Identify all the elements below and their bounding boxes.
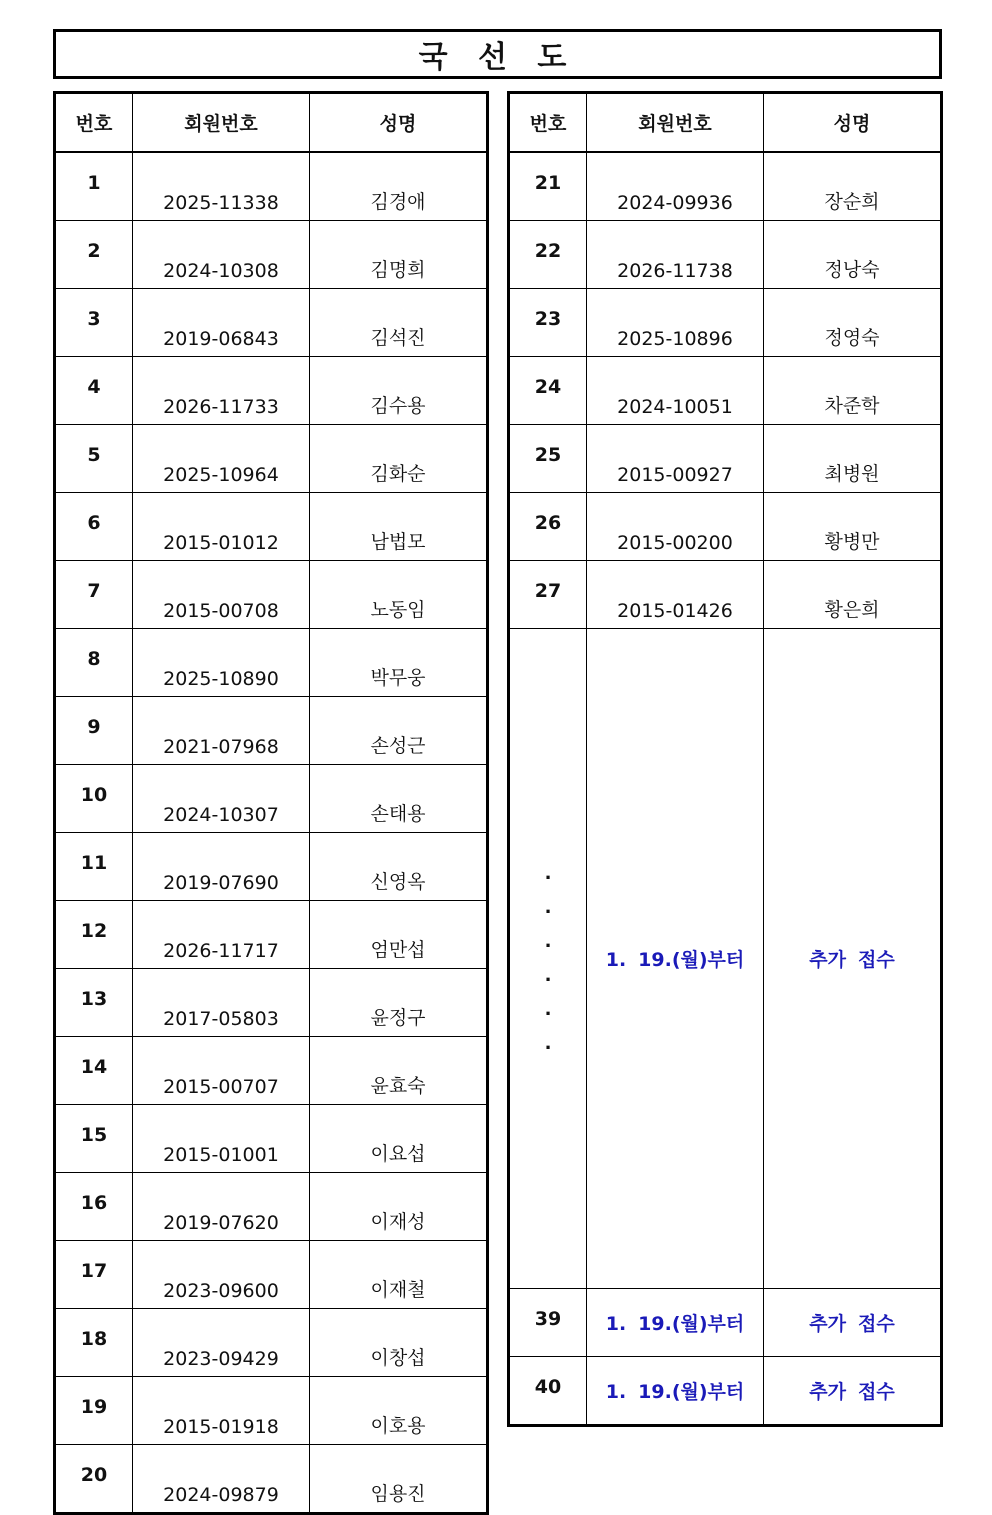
member-id: 2025-10890 (133, 629, 310, 697)
header-row (509, 93, 942, 153)
date-rest: 19.(월)부터 (638, 949, 745, 971)
row-number: 39 (509, 1289, 587, 1357)
row-number: 26 (509, 493, 587, 561)
member-name: 김석진 (310, 289, 488, 357)
member-id: 2026-11733 (133, 357, 310, 425)
table-row (509, 357, 942, 425)
member-id: 2015-01012 (133, 493, 310, 561)
table-row (55, 425, 488, 493)
table-row (55, 1309, 488, 1377)
date-day: 1. (605, 1313, 627, 1335)
member-name: 이재철 (310, 1241, 488, 1309)
member-name: 김수용 (310, 357, 488, 425)
member-id: 2015-01426 (587, 561, 764, 629)
table-row (55, 1173, 488, 1241)
member-id: 2015-01918 (133, 1377, 310, 1445)
member-name: 정영숙 (764, 289, 942, 357)
ellipsis-dot: . (544, 930, 552, 952)
member-name: 장순희 (764, 152, 942, 221)
table-row (55, 697, 488, 765)
member-table-left (53, 91, 489, 1515)
row-number: 14 (55, 1037, 133, 1105)
member-id: 2024-10051 (587, 357, 764, 425)
table-row (509, 289, 942, 357)
row-number: 1 (55, 152, 133, 221)
table-row (55, 765, 488, 833)
row-number: 10 (55, 765, 133, 833)
notice-date (587, 1289, 764, 1357)
member-name: 신영옥 (310, 833, 488, 901)
member-name: 손성근 (310, 697, 488, 765)
member-name: 임용진 (310, 1445, 488, 1514)
table-row (509, 1357, 942, 1426)
table-row (55, 1241, 488, 1309)
member-id: 2024-09936 (587, 152, 764, 221)
member-id: 2026-11717 (133, 901, 310, 969)
table-row (55, 561, 488, 629)
table-row (509, 561, 942, 629)
row-number: 23 (509, 289, 587, 357)
notice-word-accept: 접수 (858, 1381, 895, 1403)
member-name: 남법모 (310, 493, 488, 561)
member-name: 김경애 (310, 152, 488, 221)
member-id: 2025-11338 (133, 152, 310, 221)
member-id: 2015-00708 (133, 561, 310, 629)
row-number: 2 (55, 221, 133, 289)
member-name: 윤효숙 (310, 1037, 488, 1105)
table-row (55, 289, 488, 357)
row-number: 3 (55, 289, 133, 357)
row-number: 15 (55, 1105, 133, 1173)
date-rest: 19.(월)부터 (638, 1313, 745, 1335)
ellipsis-dot: . (544, 862, 552, 884)
member-name: 이창섭 (310, 1309, 488, 1377)
member-name: 박무웅 (310, 629, 488, 697)
table-row (509, 493, 942, 561)
table-row (55, 152, 488, 221)
notice-word-add: 추가 (809, 1381, 846, 1403)
member-name: 윤정구 (310, 969, 488, 1037)
row-number: 27 (509, 561, 587, 629)
member-name: 엄만섭 (310, 901, 488, 969)
date-rest: 19.(월)부터 (638, 1381, 745, 1403)
table-row (55, 1037, 488, 1105)
member-name: 황병만 (764, 493, 942, 561)
member-name: 차준학 (764, 357, 942, 425)
ellipsis-dot: . (544, 1032, 552, 1054)
header-name: 성명 (310, 93, 488, 153)
date-day: 1. (605, 949, 627, 971)
notice-date (587, 1357, 764, 1426)
member-name: 최병원 (764, 425, 942, 493)
member-id: 2023-09600 (133, 1241, 310, 1309)
table-row (55, 493, 488, 561)
member-id: 2015-00707 (133, 1037, 310, 1105)
row-number: 22 (509, 221, 587, 289)
table-row (55, 1445, 488, 1514)
row-number: 19 (55, 1377, 133, 1445)
header-no: 번호 (55, 93, 133, 153)
table-row (509, 1289, 942, 1357)
table-row (509, 221, 942, 289)
row-number: 20 (55, 1445, 133, 1514)
notice-row (509, 629, 942, 689)
ellipsis-dot: . (544, 896, 552, 918)
row-number: 16 (55, 1173, 133, 1241)
row-number: 25 (509, 425, 587, 493)
table-row (55, 629, 488, 697)
notice-text (764, 1357, 942, 1426)
member-name: 황은희 (764, 561, 942, 629)
member-id: 2017-05803 (133, 969, 310, 1037)
notice-word-add: 추가 (809, 1313, 846, 1335)
member-name: 김명희 (310, 221, 488, 289)
row-number: 24 (509, 357, 587, 425)
table-row (509, 152, 942, 221)
notice-word-accept: 접수 (858, 949, 895, 971)
member-name: 김화순 (310, 425, 488, 493)
page-title: 국 선 도 (418, 40, 577, 75)
member-id: 2026-11738 (587, 221, 764, 289)
row-number: 21 (509, 152, 587, 221)
table-row (55, 1105, 488, 1173)
page-title-box (53, 29, 942, 79)
table-row (55, 357, 488, 425)
table-row (55, 969, 488, 1037)
table-row (55, 221, 488, 289)
header-no: 번호 (509, 93, 587, 153)
header-name: 성명 (764, 93, 942, 153)
member-id: 2015-00200 (587, 493, 764, 561)
notice-text (764, 1289, 942, 1357)
member-id: 2015-00927 (587, 425, 764, 493)
table-row (55, 833, 488, 901)
member-name: 노동임 (310, 561, 488, 629)
row-number: 7 (55, 561, 133, 629)
row-number: 40 (509, 1357, 587, 1426)
member-id: 2023-09429 (133, 1309, 310, 1377)
ellipsis-dots (509, 629, 587, 1289)
row-number: 4 (55, 357, 133, 425)
table-row (509, 425, 942, 493)
member-table-right (507, 91, 943, 1427)
notice-date (587, 629, 764, 1289)
table-row (55, 1377, 488, 1445)
header-row (55, 93, 488, 153)
member-id: 2024-09879 (133, 1445, 310, 1514)
member-id: 2024-10307 (133, 765, 310, 833)
notice-word-add: 추가 (809, 949, 846, 971)
row-number: 11 (55, 833, 133, 901)
ellipsis-dot: . (544, 964, 552, 986)
row-number: 5 (55, 425, 133, 493)
member-name: 정낭숙 (764, 221, 942, 289)
member-name: 이재성 (310, 1173, 488, 1241)
member-name: 손태용 (310, 765, 488, 833)
table-row (55, 901, 488, 969)
member-name: 이호용 (310, 1377, 488, 1445)
row-number: 12 (55, 901, 133, 969)
ellipsis-dot: . (544, 998, 552, 1020)
row-number: 9 (55, 697, 133, 765)
row-number: 8 (55, 629, 133, 697)
header-member-id: 회원번호 (133, 93, 310, 153)
member-id: 2024-10308 (133, 221, 310, 289)
member-id: 2021-07968 (133, 697, 310, 765)
member-id: 2019-06843 (133, 289, 310, 357)
header-member-id: 회원번호 (587, 93, 764, 153)
notice-text (764, 629, 942, 1289)
member-id: 2019-07690 (133, 833, 310, 901)
member-id: 2015-01001 (133, 1105, 310, 1173)
member-id: 2019-07620 (133, 1173, 310, 1241)
member-id: 2025-10896 (587, 289, 764, 357)
row-number: 13 (55, 969, 133, 1037)
member-name: 이요섭 (310, 1105, 488, 1173)
row-number: 18 (55, 1309, 133, 1377)
row-number: 17 (55, 1241, 133, 1309)
row-number: 6 (55, 493, 133, 561)
notice-word-accept: 접수 (858, 1313, 895, 1335)
date-day: 1. (605, 1381, 627, 1403)
member-id: 2025-10964 (133, 425, 310, 493)
